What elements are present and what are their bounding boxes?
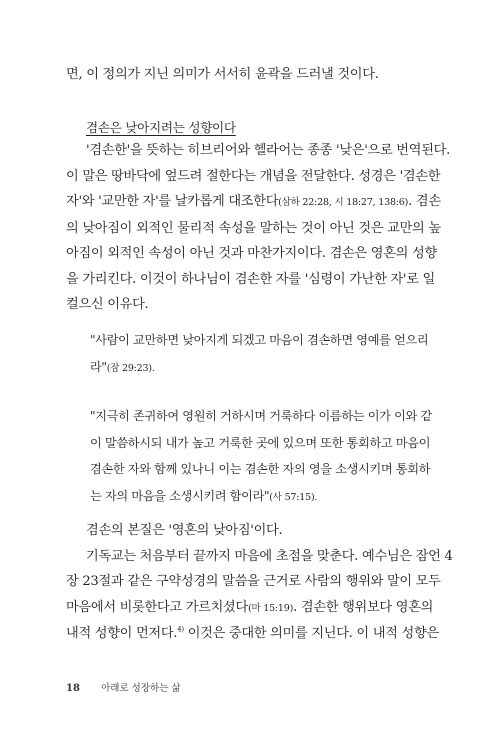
quote-line: "지극히 존귀하여 영원히 거하시며 거룩하다 이름하는 이가 이와 같 [90,409,432,423]
line-text: 마음에서 비롯한다고 가르치셨다 [66,599,248,615]
paragraph-line [66,621,438,647]
paragraph-line: 아짐이 외적인 속성이 아닌 것과 마찬가지이다. 겸손은 영혼의 성향 [66,246,437,261]
line-text: . 겸손한 행위보다 영혼의 [293,599,434,615]
line-text: 이것은 중대한 의미를 지닌다. 이 내적 성향은 [183,626,439,641]
page-footer [66,680,181,694]
paragraph-line: 겸손의 본질은 '영혼의 낮아짐'이다. [86,523,283,538]
paragraph-line: '겸손한'을 뜻하는 히브리어와 헬라어는 종종 '낮은'으로 번역된다. [86,143,450,158]
scripture-reference: (사 57:15). [269,491,318,503]
quote-line: "사람이 교만하면 낮아지게 되겠고 마음이 겸손하면 영예를 얻으리 [90,333,429,347]
line-text: . 겸손 [408,194,441,209]
paragraph-line: 기독교는 처음부터 끝까지 마음에 초점을 맞춘다. 예수님은 잠언 4 [86,548,453,564]
paragraph-line: 컬으신 이유다. [66,297,149,312]
quote-2 [90,403,442,511]
quote-line: 이 말씀하시되 내가 높고 거룩한 곳에 있으며 또한 통회하고 마음이 [90,435,431,450]
line-text: 자'와 '교만한 자'를 날카롭게 대조한다 [66,194,279,209]
paragraph-line [66,189,441,216]
scripture-reference: (삼하 22:28, 시 18:27, 138:6) [278,197,409,208]
paragraph-line: 의 낮아짐이 외적인 물리적 속성을 말하는 것이 아닌 것은 교만의 높 [66,220,441,236]
page-number: 18 [66,683,80,694]
quote-line: 겸손한 자와 함께 있나니 이는 겸손한 자의 영을 소생시키며 통회하 [90,462,431,476]
line-text: 라" [90,359,107,374]
running-title: 아래로 성장하는 삶 [101,683,181,694]
scripture-reference: (마 15:19) [247,602,294,614]
paragraph-2 [66,518,453,647]
intro-text [66,62,438,88]
intro-line: 면, 이 정의가 지닌 의미가 서서히 윤곽을 드러낼 것이다. [66,67,379,82]
quote-line [90,483,442,512]
scripture-reference: (잠 29:23). [106,362,155,374]
paragraph-line: 장 23절과 같은 구약성경의 말씀을 근거로 사람의 행위와 말이 모두 [66,574,441,589]
quote-1 [90,327,442,382]
paragraph-line: 이 말은 땅바닥에 엎드려 절한다는 개념을 전달한다. 성경은 '겸손한 [66,168,441,184]
footnote-marker: 4) [177,625,184,634]
paragraph-line [66,595,438,622]
paragraph-line: 을 가리킨다. 이것이 하나님이 겸손한 자를 '심령이 가난한 자'로 일 [66,271,435,287]
paragraph-1 [66,138,450,318]
line-text: 는 자의 마음을 소생시키려 함이라" [90,488,270,503]
section-heading: 겸손은 낮아지려는 성향이다 [86,120,236,135]
line-text: 내적 성향이 먼저다. [66,626,178,641]
quote-line [90,354,442,383]
